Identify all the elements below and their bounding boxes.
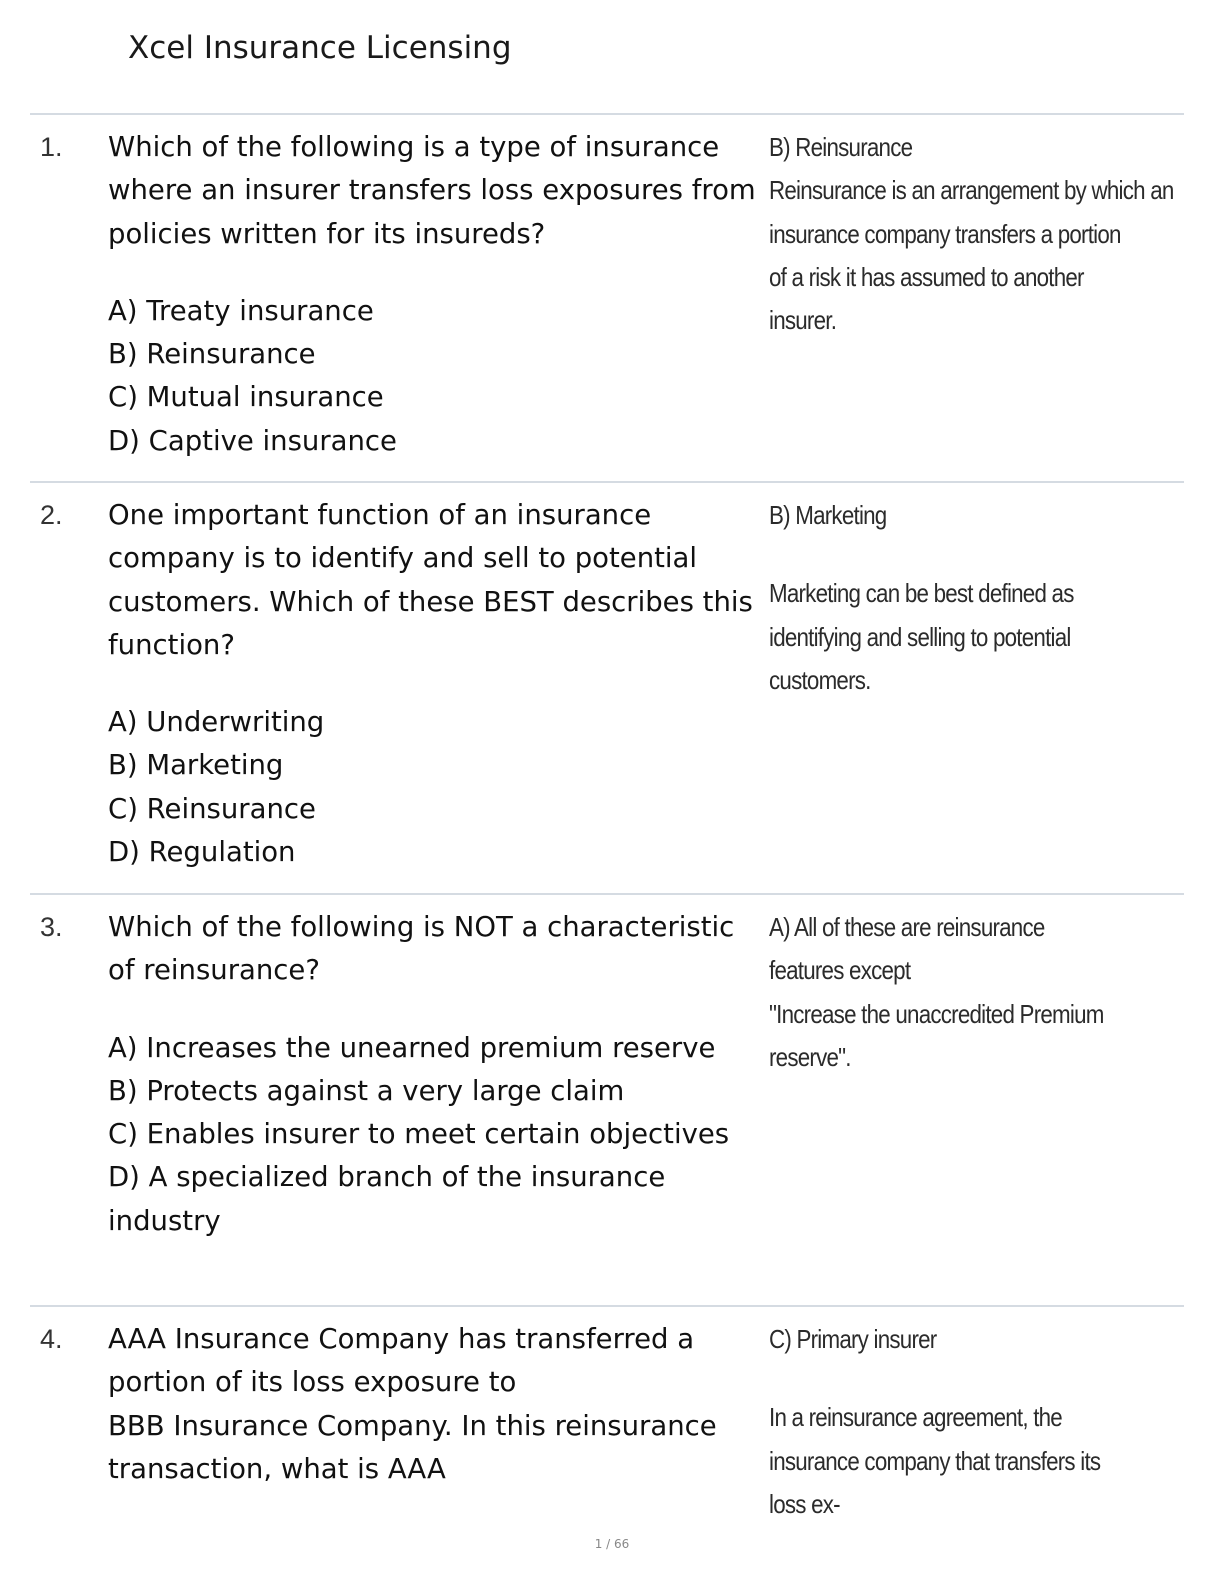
option-c: C) Reinsurance	[108, 792, 316, 825]
answer-explanation: In a reinsurance agreement, the insurance company that transfers its loss ex-	[769, 1402, 1101, 1519]
answer-panel	[769, 494, 1122, 702]
option-d: D) Regulation	[108, 836, 296, 869]
question-number: 1.	[40, 132, 63, 162]
option-a: A) Underwriting	[108, 706, 325, 739]
answer-choice: C) Primary insurer	[769, 1324, 937, 1354]
answer-explanation: insurance company transfers a portion of a risk it has assumed to another insurer.	[769, 218, 1121, 336]
answer-panel	[769, 126, 1174, 342]
question-body	[108, 1318, 760, 1491]
divider	[30, 113, 1184, 115]
option-a: A) Increases the unearned premium reserve	[108, 1031, 716, 1064]
option-b: B) Protects against a very large claim	[108, 1074, 625, 1107]
question-number: 4.	[40, 1324, 63, 1354]
option-b: B) Marketing	[108, 749, 284, 782]
answer-choice: B) Marketing	[769, 500, 887, 530]
options-list	[108, 290, 760, 463]
question-number: 3.	[40, 912, 63, 942]
option-a: A) Treaty insurance	[108, 294, 374, 327]
options-list	[108, 701, 760, 874]
question-number: 2.	[40, 500, 63, 530]
answer-explanation: "Increase the unaccredited Premium reserve".	[769, 998, 1104, 1072]
question-body	[108, 906, 760, 1243]
question-body	[108, 126, 760, 463]
answer-explanation: Marketing can be best defined as identifying and selling to potential customers.	[769, 578, 1074, 695]
divider	[30, 481, 1184, 483]
question-text: Which of the following is NOT a characteristic of reinsurance?	[108, 911, 735, 987]
divider	[30, 893, 1184, 895]
answer-panel	[769, 1318, 1122, 1526]
page-indicator: 1 / 66	[594, 1537, 630, 1551]
option-c: C) Mutual insurance	[108, 381, 384, 414]
answer-explanation: Reinsurance is an arrangement by which an	[769, 175, 1174, 206]
option-c: C) Enables insurer to meet certain objectives	[108, 1118, 730, 1151]
option-d: D) Captive insurance	[108, 424, 397, 457]
answer-choice: B) Reinsurance	[769, 132, 913, 162]
document-title: Xcel Insurance Licensing	[128, 30, 512, 66]
option-b: B) Reinsurance	[108, 338, 316, 371]
options-list	[108, 1027, 760, 1243]
divider	[30, 1305, 1184, 1307]
question-text-line: AAA Insurance Company has transferred a portion of its loss exposure to	[108, 1323, 695, 1399]
option-d: D) A specialized branch of the insurance industry	[108, 1161, 666, 1237]
question-text: Which of the following is a type of insurance where an insurer transfers loss exposures from policies written for its insureds?	[108, 131, 756, 250]
question-text: One important function of an insurance company is to identify and sell to potential customers. Which of these BEST describes this function?	[108, 499, 753, 661]
answer-panel	[769, 906, 1122, 1079]
question-text-line: BBB Insurance Company. In this reinsurance transaction, what is AAA	[108, 1409, 717, 1485]
question-body	[108, 494, 760, 874]
answer-choice: A) All of these are reinsurance features except	[769, 912, 1045, 986]
